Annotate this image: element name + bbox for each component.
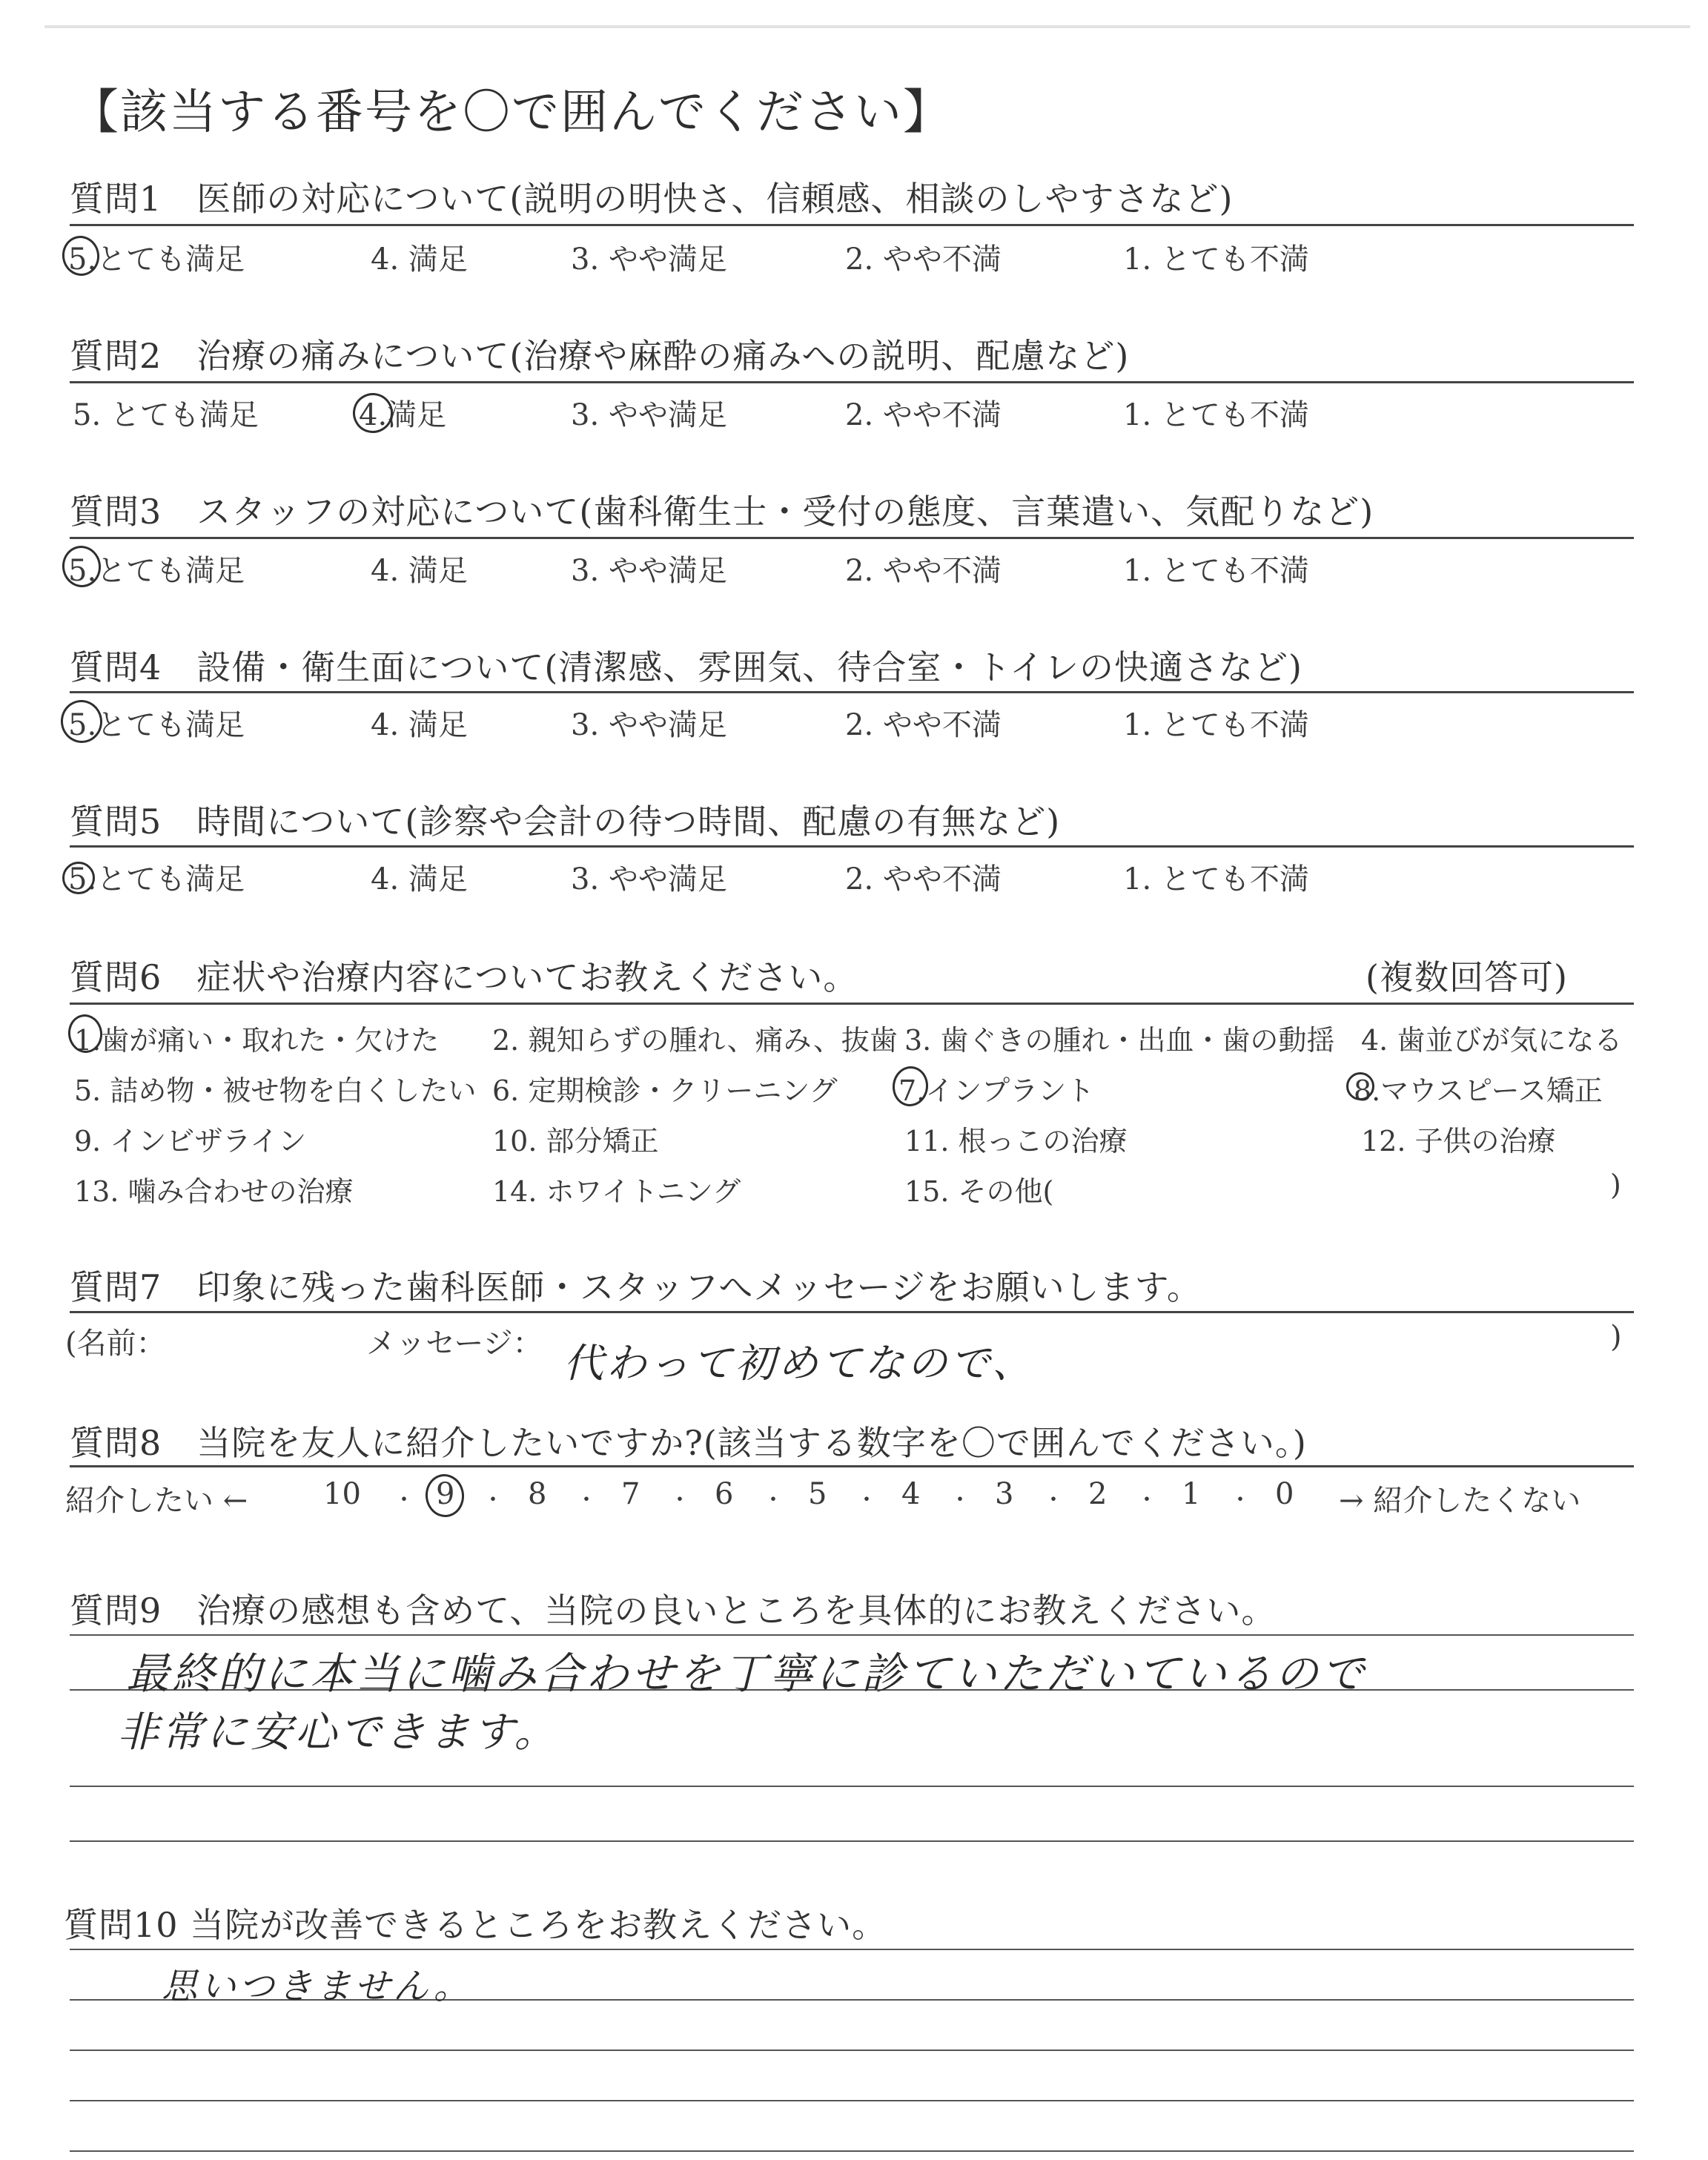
- q9-answer-line-2[interactable]: 非常に安心できます。: [117, 1708, 559, 1757]
- q5-option-5[interactable]: 5.とても満足: [68, 862, 245, 896]
- q9-heading: 質問9 治療の感想も含めて、当院の良いところを具体的にお教えください。: [70, 1591, 1277, 1631]
- q6-selection-circle-8: [1346, 1072, 1374, 1100]
- q2-option-5[interactable]: 5. とても満足: [73, 398, 259, 432]
- q8-separator: ・: [1136, 1487, 1158, 1513]
- q8-selection-circle: [423, 1472, 466, 1519]
- q8-separator: ・: [1042, 1487, 1065, 1513]
- q1-rule: [70, 224, 1634, 226]
- q8-scale-7[interactable]: 7: [621, 1477, 640, 1511]
- q6-other-close-paren: ): [1610, 1169, 1621, 1201]
- q8-separator: ・: [762, 1487, 784, 1513]
- q6-rule: [70, 1003, 1634, 1005]
- q1-option-1[interactable]: 1. とても不満: [1123, 242, 1309, 277]
- q5-option-1[interactable]: 1. とても不満: [1123, 862, 1309, 896]
- q7-close-paren: ): [1610, 1320, 1622, 1354]
- q8-scale-6[interactable]: 6: [715, 1477, 734, 1511]
- q2-option-4[interactable]: 4.満足: [359, 398, 447, 432]
- q2-option-3[interactable]: 3. やや満足: [571, 398, 727, 432]
- q7-message-label: メッセージ：: [366, 1327, 543, 1361]
- q4-option-4[interactable]: 4. 満足: [371, 708, 468, 742]
- q2-option-1[interactable]: 1. とても不満: [1123, 398, 1309, 432]
- q5-option-3[interactable]: 3. やや満足: [571, 862, 727, 896]
- q6-item-5[interactable]: 5. 詰め物・被せ物を白くしたい: [74, 1074, 477, 1107]
- q8-rule: [70, 1465, 1634, 1467]
- q8-separator: ・: [393, 1487, 415, 1513]
- q3-option-1[interactable]: 1. とても不満: [1123, 554, 1309, 588]
- q4-option-1[interactable]: 1. とても不満: [1123, 708, 1309, 742]
- q8-scale-2[interactable]: 2: [1088, 1477, 1108, 1511]
- q4-option-3[interactable]: 3. やや満足: [571, 708, 727, 742]
- q8-heading: 質問8 当院を友人に紹介したいですか?(該当する数字を〇で囲んでください。): [70, 1423, 1307, 1463]
- q1-option-5[interactable]: 5.とても満足: [68, 242, 245, 277]
- q5-option-4[interactable]: 4. 満足: [371, 862, 468, 896]
- q6-note: (複数回答可): [1366, 957, 1568, 997]
- q10-line-1: [70, 1949, 1634, 1950]
- q7-message-handwriting[interactable]: 代わって初めてなので、: [563, 1340, 1036, 1387]
- q7-name-label: (名前：: [65, 1327, 166, 1361]
- q3-rule: [70, 537, 1634, 539]
- q5-heading: 質問5 時間について(診察や会計の待つ時間、配慮の有無など): [70, 802, 1061, 842]
- q8-right-label: → 紹介したくない: [1339, 1484, 1581, 1518]
- q2-option-2[interactable]: 2. やや不満: [845, 398, 1002, 432]
- q1-heading: 質問1 医師の対応について(説明の明快さ、信頼感、相談のしやすさなど): [70, 179, 1234, 219]
- q6-item-14[interactable]: 14. ホワイトニング: [492, 1175, 741, 1208]
- q8-separator: ・: [482, 1487, 504, 1513]
- q3-option-3[interactable]: 3. やや満足: [571, 554, 727, 588]
- q8-scale-4[interactable]: 4: [901, 1477, 921, 1511]
- q3-option-5[interactable]: 5.とても満足: [68, 554, 245, 588]
- q7-heading: 質問7 印象に残った歯科医師・スタッフへメッセージをお願いします。: [70, 1267, 1202, 1307]
- q10-answer-line-1[interactable]: 思いつきません。: [162, 1966, 472, 2007]
- q6-item-9[interactable]: 9. インビザライン: [74, 1125, 307, 1157]
- q10-heading: 質問10 当院が改善できるところをお教えください。: [64, 1905, 887, 1945]
- q9-answer-line-1[interactable]: 最終的に本当に噛み合わせを丁寧に診ていただいているので: [126, 1648, 1368, 1699]
- q8-separator: ・: [669, 1487, 691, 1513]
- q8-left-label: 紹介したい ←: [65, 1484, 248, 1518]
- q10-line-3: [70, 2050, 1634, 2051]
- q4-rule: [70, 691, 1634, 693]
- q4-heading: 質問4 設備・衛生面について(清潔感、雰囲気、待合室・トイレの快適さなど): [70, 647, 1302, 687]
- q8-scale-5[interactable]: 5: [808, 1477, 827, 1511]
- q8-scale-1[interactable]: 1: [1182, 1477, 1201, 1511]
- q8-separator: ・: [949, 1487, 971, 1513]
- q6-item-3[interactable]: 3. 歯ぐきの腫れ・出血・歯の動揺: [904, 1024, 1335, 1057]
- q2-rule: [70, 381, 1634, 383]
- q3-heading: 質問3 スタッフの対応について(歯科衛生士・受付の態度、言葉遣い、気配りなど): [70, 492, 1374, 532]
- q6-item-7[interactable]: 7.インプラント: [898, 1074, 1095, 1107]
- q8-scale-0[interactable]: 0: [1275, 1477, 1294, 1511]
- q3-option-4[interactable]: 4. 満足: [371, 554, 468, 588]
- q8-separator: ・: [855, 1487, 878, 1513]
- q5-selection-circle: [62, 862, 95, 894]
- q6-item-15[interactable]: 15. その他(: [904, 1175, 1054, 1208]
- q6-item-1[interactable]: 1.歯が痛い・取れた・欠けた: [74, 1024, 440, 1057]
- q6-item-13[interactable]: 13. 噛み合わせの治療: [74, 1175, 354, 1208]
- scan-edge: [44, 25, 1690, 28]
- q4-option-2[interactable]: 2. やや不満: [845, 708, 1002, 742]
- q6-item-2[interactable]: 2. 親知らずの腫れ、痛み、抜歯: [492, 1024, 898, 1057]
- q6-item-8[interactable]: 8.マウスピース矯正: [1354, 1074, 1603, 1107]
- q10-line-4: [70, 2100, 1634, 2101]
- q1-option-3[interactable]: 3. やや満足: [571, 242, 727, 277]
- q6-heading: 質問6 症状や治療内容についてお教えください。: [70, 957, 858, 997]
- q8-scale-3[interactable]: 3: [995, 1477, 1014, 1511]
- q10-line-5: [70, 2150, 1634, 2152]
- q8-scale-8[interactable]: 8: [528, 1477, 547, 1511]
- q7-rule: [70, 1311, 1634, 1313]
- q8-separator: ・: [1229, 1487, 1251, 1513]
- q6-item-11[interactable]: 11. 根っこの治療: [904, 1125, 1128, 1157]
- q1-option-2[interactable]: 2. やや不満: [845, 242, 1002, 277]
- q9-line-4: [70, 1840, 1634, 1842]
- q1-option-4[interactable]: 4. 満足: [371, 242, 468, 277]
- q6-item-4[interactable]: 4. 歯並びが気になる: [1361, 1024, 1623, 1057]
- q8-scale-9[interactable]: 9: [436, 1477, 455, 1511]
- q8-scale-10[interactable]: 10: [323, 1477, 361, 1511]
- q6-item-12[interactable]: 12. 子供の治療: [1361, 1125, 1556, 1157]
- q2-heading: 質問2 治療の痛みについて(治療や麻酔の痛みへの説明、配慮など): [70, 336, 1130, 376]
- q8-separator: ・: [575, 1487, 598, 1513]
- q5-rule: [70, 845, 1634, 848]
- q5-option-2[interactable]: 2. やや不満: [845, 862, 1002, 896]
- q9-line-3: [70, 1786, 1634, 1787]
- q4-option-5[interactable]: 5.とても満足: [68, 708, 245, 742]
- q3-option-2[interactable]: 2. やや不満: [845, 554, 1002, 588]
- q6-item-6[interactable]: 6. 定期検診・クリーニング: [492, 1074, 838, 1107]
- q9-line-1: [70, 1634, 1634, 1636]
- form-title: 【該当する番号を〇で囲んでください】: [71, 85, 952, 140]
- q6-item-10[interactable]: 10. 部分矯正: [492, 1125, 659, 1157]
